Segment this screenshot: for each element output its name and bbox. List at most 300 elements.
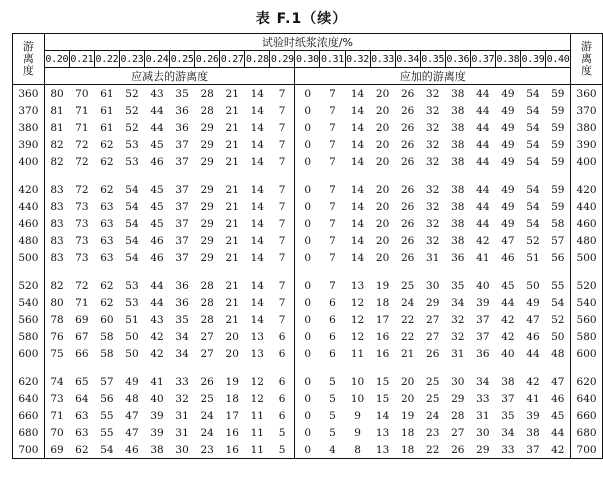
value-cell: 33 [476,392,490,405]
freeness-cell: 420 [13,181,45,198]
freeness-cell: 680 [13,424,45,441]
value-cell: 83 [50,251,64,264]
consistency-col-header: 0.36 [445,51,470,68]
value-cell: 24 [426,409,440,422]
value-cell: 19 [375,279,390,292]
value-cell: 24 [400,296,415,309]
table-row [13,119,603,136]
freeness-cell: 680 [571,424,603,441]
value-cell: 14 [350,104,365,117]
value-cell: 16 [225,443,239,456]
value-cell: 29 [200,251,214,264]
value-cell: 21 [225,104,239,117]
value-cell: 37 [175,251,189,264]
value-cell: 37 [175,155,189,168]
value-cell: 71 [75,104,89,117]
freeness-cell: 640 [13,390,45,407]
value-cell: 58 [551,217,565,230]
value-cell: 29 [200,183,214,196]
value-cell: 24 [200,409,214,422]
freeness-cell: 700 [13,441,45,459]
value-cell: 44 [476,200,490,213]
value-cell: 47 [526,313,540,326]
value-cell: 10 [350,375,365,388]
value-cell: 20 [375,200,390,213]
value-cell: 32 [451,313,465,326]
value-cell: 6 [278,330,286,343]
value-cell: 59 [551,87,565,100]
value-cell: 41 [150,375,164,388]
value-cell: 59 [551,138,565,151]
value-cell: 7 [278,121,286,134]
value-cell: 62 [100,138,114,151]
value-cell: 44 [476,217,490,230]
value-cell: 14 [375,409,390,422]
value-cell: 7 [329,279,336,292]
value-cell: 42 [501,313,515,326]
value-cell: 32 [426,87,440,100]
value-cell: 57 [100,375,114,388]
value-cell: 73 [75,251,89,264]
freeness-cell: 390 [13,136,45,153]
value-cell: 26 [400,121,415,134]
freeness-cell: 660 [13,407,45,424]
value-cell: 14 [250,155,264,168]
value-cell: 18 [225,392,239,405]
value-cell: 65 [75,375,89,388]
value-cell: 38 [526,426,540,439]
value-cell: 6 [329,330,336,343]
value-cell: 49 [501,200,515,213]
value-cell: 0 [295,102,320,119]
value-cell: 64 [75,392,89,405]
value-cell: 59 [551,200,565,213]
value-cell: 43 [150,313,164,326]
value-cell: 44 [526,347,540,360]
value-cell: 20 [225,347,239,360]
table-row [13,198,603,215]
value-cell: 56 [100,392,114,405]
freeness-header-left: 游 离 度 [13,34,45,85]
value-cell: 59 [551,183,565,196]
value-cell: 14 [250,121,264,134]
value-cell: 7 [329,217,336,230]
value-cell: 56 [551,251,565,264]
table-row [13,294,603,311]
value-cell: 36 [175,104,189,117]
value-cell: 37 [526,443,540,456]
value-cell: 9 [354,409,361,422]
freeness-cell: 540 [13,294,45,311]
value-cell: 42 [150,347,164,360]
value-cell: 8 [354,443,361,456]
value-cell: 21 [225,155,239,168]
value-cell: 34 [175,347,189,360]
value-cell: 14 [250,200,264,213]
value-cell: 23 [200,443,214,456]
value-cell: 26 [400,200,415,213]
value-cell: 13 [375,426,390,439]
value-cell: 26 [200,375,214,388]
value-cell: 25 [200,392,214,405]
value-cell: 14 [250,138,264,151]
group-spacer [13,170,603,181]
value-cell: 35 [501,409,515,422]
value-cell: 54 [526,87,540,100]
value-cell: 32 [426,155,440,168]
value-cell: 12 [250,392,264,405]
value-cell: 47 [125,426,139,439]
value-cell: 54 [526,155,540,168]
consistency-col-header: 0.27 [220,51,245,68]
value-cell: 29 [451,392,465,405]
value-cell: 14 [350,121,365,134]
consistency-col-header: 0.33 [370,51,395,68]
value-cell: 38 [451,155,465,168]
value-cell: 6 [329,313,336,326]
value-cell: 14 [250,313,264,326]
table-row [13,407,603,424]
value-cell: 23 [426,426,440,439]
value-cell: 29 [200,234,214,247]
value-cell: 19 [400,409,415,422]
consistency-col-header: 0.20 [44,51,69,68]
value-cell: 58 [100,330,114,343]
value-cell: 14 [250,234,264,247]
value-cell: 33 [501,443,515,456]
value-cell: 0 [295,181,320,198]
value-cell: 71 [50,409,64,422]
value-cell: 22 [400,330,415,343]
value-cell: 35 [451,279,465,292]
value-cell: 54 [526,217,540,230]
value-cell: 49 [501,138,515,151]
table-row [13,153,603,170]
value-cell: 21 [225,251,239,264]
value-cell: 0 [295,328,320,345]
value-cell: 49 [501,183,515,196]
value-cell: 70 [75,87,89,100]
freeness-cell: 620 [571,373,603,390]
value-cell: 31 [175,409,189,422]
value-cell: 20 [375,121,390,134]
value-cell: 44 [476,121,490,134]
table-row [13,249,603,266]
freeness-cell: 660 [571,407,603,424]
value-cell: 0 [295,311,320,328]
value-cell: 14 [350,217,365,230]
freeness-cell: 500 [571,249,603,266]
value-cell: 20 [375,87,390,100]
value-cell: 13 [375,443,390,456]
value-cell: 16 [225,426,239,439]
value-cell: 43 [150,87,164,100]
value-cell: 21 [225,217,239,230]
table-caption: 表 F.1（续） [255,11,348,27]
add-freeness-label: 应加的游离度 [295,68,571,85]
value-cell: 72 [75,183,89,196]
value-cell: 32 [451,330,465,343]
value-cell: 83 [50,183,64,196]
value-cell: 18 [375,296,390,309]
value-cell: 44 [476,183,490,196]
value-cell: 35 [175,87,189,100]
value-cell: 16 [375,347,390,360]
value-cell: 0 [295,424,320,441]
value-cell: 51 [125,313,139,326]
value-cell: 57 [551,234,565,247]
value-cell: 40 [150,392,164,405]
value-cell: 18 [400,426,415,439]
value-cell: 28 [200,313,214,326]
value-cell: 63 [100,200,114,213]
value-cell: 20 [375,138,390,151]
value-cell: 81 [50,121,64,134]
value-cell: 30 [476,426,490,439]
value-cell: 38 [451,234,465,247]
value-cell: 20 [375,104,390,117]
value-cell: 28 [451,409,465,422]
table-row [13,390,603,407]
value-cell: 73 [75,234,89,247]
value-cell: 50 [551,330,565,343]
freeness-cell: 640 [571,390,603,407]
value-cell: 21 [225,200,239,213]
freeness-cell: 540 [571,294,603,311]
value-cell: 50 [526,279,540,292]
value-cell: 39 [150,409,164,422]
value-cell: 10 [350,392,365,405]
value-cell: 53 [125,138,139,151]
value-cell: 14 [250,251,264,264]
value-cell: 72 [75,138,89,151]
value-cell: 12 [350,313,365,326]
value-cell: 34 [175,330,189,343]
value-cell: 26 [400,155,415,168]
value-cell: 71 [75,121,89,134]
freeness-cell: 520 [571,277,603,294]
freeness-cell: 520 [13,277,45,294]
value-cell: 69 [75,313,89,326]
value-cell: 37 [175,183,189,196]
value-cell: 0 [295,277,320,294]
value-cell: 54 [526,183,540,196]
value-cell: 7 [329,183,336,196]
freeness-cell: 500 [13,249,45,266]
value-cell: 49 [501,104,515,117]
value-cell: 17 [375,313,390,326]
value-cell: 27 [426,313,440,326]
table-row [13,232,603,249]
value-cell: 26 [400,104,415,117]
value-cell: 11 [250,409,264,422]
value-cell: 14 [350,200,365,213]
value-cell: 29 [426,296,440,309]
value-cell: 7 [329,87,336,100]
freeness-cell: 560 [13,311,45,328]
value-cell: 28 [200,296,214,309]
value-cell: 7 [278,279,286,292]
value-cell: 45 [150,200,164,213]
value-cell: 71 [75,296,89,309]
value-cell: 46 [526,330,540,343]
value-cell: 21 [225,234,239,247]
value-cell: 14 [350,251,365,264]
value-cell: 29 [200,155,214,168]
value-cell: 37 [501,392,515,405]
value-cell: 44 [476,155,490,168]
value-cell: 46 [150,155,164,168]
consistency-col-header: 0.37 [470,51,495,68]
value-cell: 76 [50,330,64,343]
table-row [13,328,603,345]
value-cell: 20 [400,375,415,388]
value-cell: 47 [501,234,515,247]
value-cell: 0 [295,441,320,459]
value-cell: 37 [476,330,490,343]
value-cell: 7 [278,217,286,230]
freeness-cell: 580 [571,328,603,345]
value-cell: 61 [100,121,114,134]
value-cell: 83 [50,217,64,230]
value-cell: 0 [295,232,320,249]
value-cell: 80 [50,296,64,309]
value-cell: 59 [551,104,565,117]
value-cell: 26 [400,251,415,264]
value-cell: 11 [250,443,264,456]
value-cell: 52 [125,87,139,100]
freeness-cell: 360 [13,85,45,103]
value-cell: 81 [50,104,64,117]
freeness-cell: 380 [571,119,603,136]
value-cell: 55 [100,426,114,439]
value-cell: 25 [426,375,440,388]
value-cell: 46 [551,392,565,405]
value-cell: 42 [150,330,164,343]
value-cell: 36 [175,296,189,309]
value-cell: 37 [476,313,490,326]
value-cell: 22 [400,313,415,326]
value-cell: 7 [278,155,286,168]
value-cell: 13 [250,330,264,343]
value-cell: 61 [100,87,114,100]
freeness-cell: 560 [571,311,603,328]
value-cell: 78 [50,313,64,326]
consistency-correction-table [12,33,603,459]
value-cell: 13 [350,279,365,292]
value-cell: 5 [278,443,286,456]
value-cell: 29 [200,138,214,151]
value-cell: 34 [501,426,515,439]
value-cell: 53 [125,279,139,292]
value-cell: 29 [200,217,214,230]
value-cell: 54 [551,296,565,309]
value-cell: 52 [125,121,139,134]
freeness-cell: 600 [571,345,603,362]
value-cell: 14 [250,104,264,117]
value-cell: 27 [200,347,214,360]
value-cell: 31 [451,347,465,360]
table-row [13,215,603,232]
table-row [13,311,603,328]
value-cell: 30 [175,443,189,456]
value-cell: 45 [150,217,164,230]
value-cell: 42 [476,234,490,247]
value-cell: 37 [175,217,189,230]
value-cell: 7 [278,183,286,196]
value-cell: 15 [375,392,390,405]
value-cell: 0 [295,85,320,103]
value-cell: 41 [476,251,490,264]
value-cell: 49 [526,296,540,309]
value-cell: 54 [100,443,114,456]
value-cell: 40 [501,347,515,360]
value-cell: 38 [451,104,465,117]
value-cell: 59 [551,155,565,168]
value-cell: 20 [375,251,390,264]
value-cell: 42 [526,375,540,388]
value-cell: 29 [476,443,490,456]
value-cell: 5 [329,375,336,388]
value-cell: 20 [375,155,390,168]
value-cell: 38 [451,200,465,213]
value-cell: 31 [175,426,189,439]
value-cell: 45 [150,183,164,196]
value-cell: 82 [50,138,64,151]
freeness-cell: 360 [571,85,603,103]
value-cell: 32 [426,217,440,230]
value-cell: 14 [250,87,264,100]
value-cell: 49 [125,375,139,388]
value-cell: 37 [175,234,189,247]
value-cell: 54 [125,251,139,264]
freeness-cell: 460 [13,215,45,232]
freeness-cell: 390 [571,136,603,153]
value-cell: 63 [75,426,89,439]
value-cell: 35 [175,313,189,326]
value-cell: 12 [350,296,365,309]
value-cell: 55 [100,409,114,422]
value-cell: 40 [476,279,490,292]
value-cell: 74 [50,375,64,388]
value-cell: 29 [200,121,214,134]
consistency-col-header: 0.21 [69,51,94,68]
freeness-cell: 700 [571,441,603,459]
value-cell: 32 [175,392,189,405]
value-cell: 44 [551,426,565,439]
value-cell: 21 [225,313,239,326]
value-cell: 44 [476,138,490,151]
value-cell: 72 [75,155,89,168]
value-cell: 24 [200,426,214,439]
consistency-col-header: 0.24 [145,51,170,68]
freeness-cell: 440 [571,198,603,215]
consistency-col-header: 0.25 [170,51,195,68]
value-cell: 29 [200,200,214,213]
value-cell: 59 [551,121,565,134]
value-cell: 7 [278,313,286,326]
value-cell: 37 [175,200,189,213]
value-cell: 66 [75,347,89,360]
freeness-cell: 370 [571,102,603,119]
value-cell: 6 [278,392,286,405]
value-cell: 54 [526,200,540,213]
value-cell: 52 [551,313,565,326]
table-row [13,441,603,459]
value-cell: 30 [451,375,465,388]
value-cell: 19 [225,375,239,388]
value-cell: 31 [426,251,440,264]
